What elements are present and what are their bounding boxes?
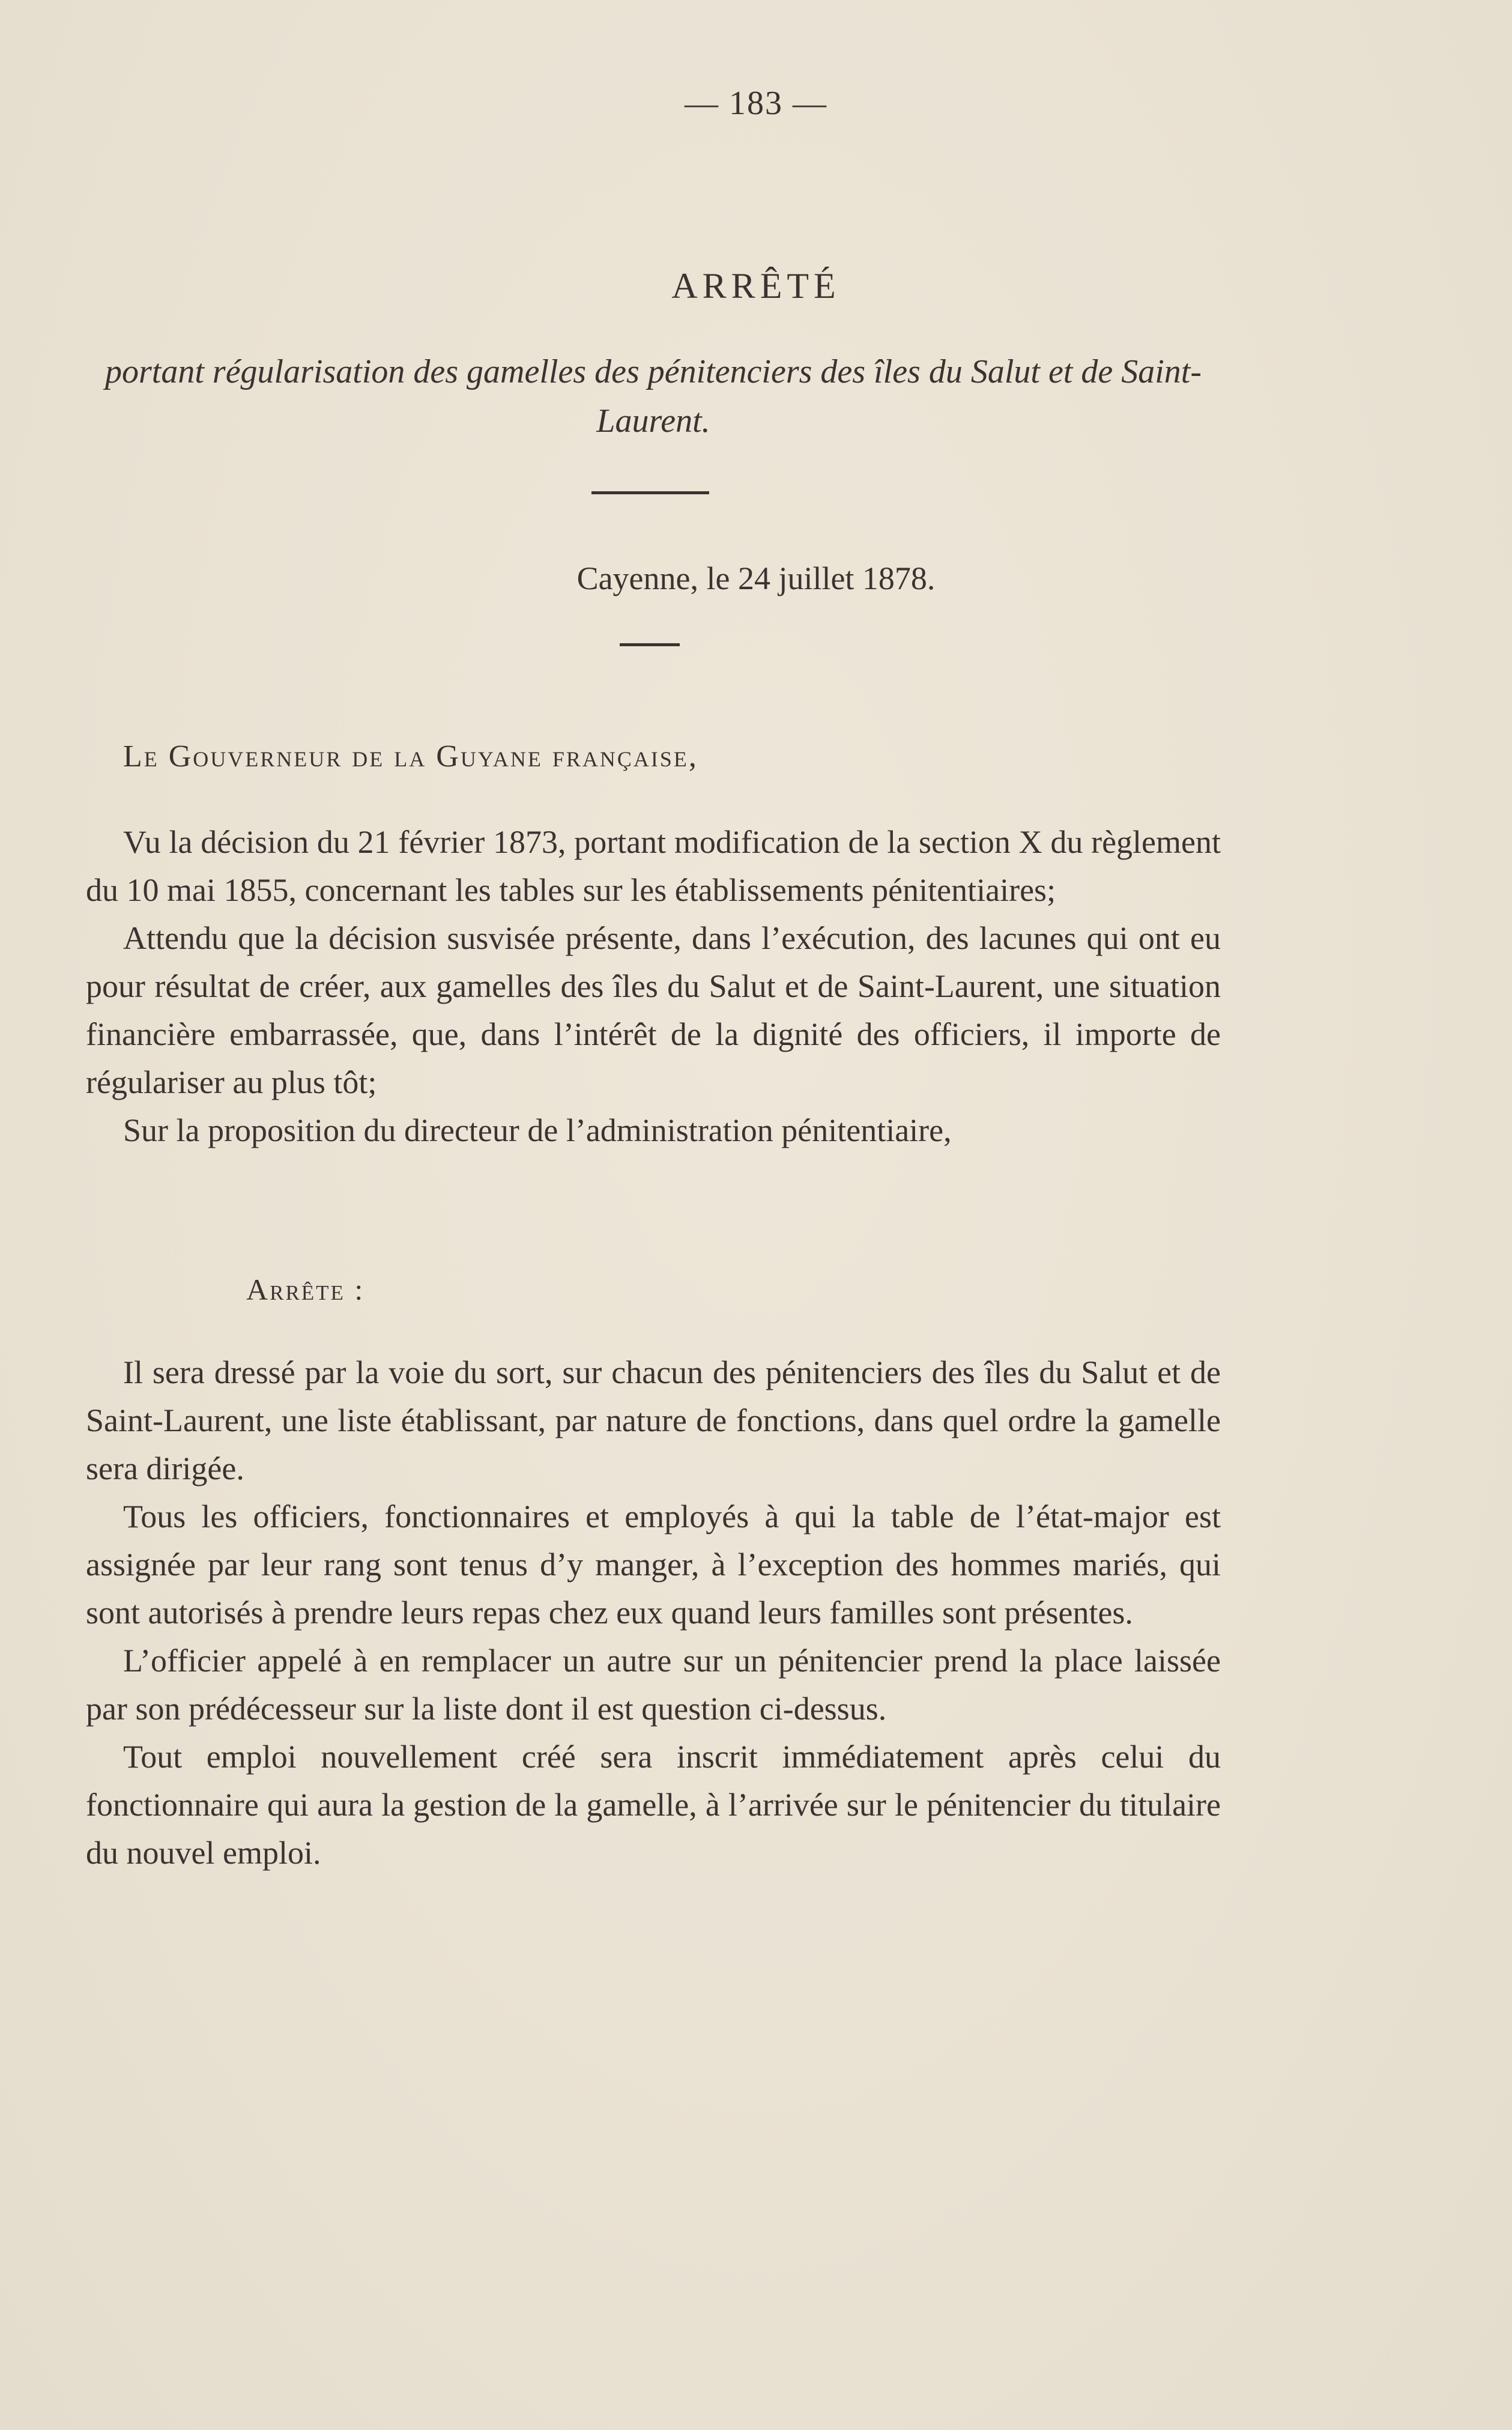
page-number: — 183 — xyxy=(685,85,827,122)
divider-rule-bottom xyxy=(620,643,680,646)
article-paragraph: L’officier appelé à en remplacer un autre sur un pénitencier prend la place laissée par son prédécesseur sur la liste dont il est question ci-dessus. xyxy=(86,1643,1221,1727)
document-title: ARRÊTÉ xyxy=(671,266,841,306)
article-paragraph: Tous les officiers, fonctionnaires et employés à qui la table de l’état-major est assignée par leur rang sont tenus d’y manger, à l’exception des hommes mariés, qui sont autorisés à prendre leurs repas chez eux quand leurs familles sont présentes. xyxy=(86,1498,1221,1631)
article-paragraph: Tout emploi nouvellement créé sera inscrit immédiatement après celui du fonctionnaire qui aura la gestion de la gamelle, à l’arrivée sur le pénitencier du titulaire du nouvel emploi. xyxy=(86,1739,1221,1871)
document-subtitle: portant régularisation des gamelles des pénitenciers des îles du Salut et de Saint-Laurent. xyxy=(105,353,1202,440)
date-line: Cayenne, le 24 juillet 1878. xyxy=(576,560,936,596)
article-paragraph: Il sera dressé par la voie du sort, sur chacun des pénitenciers des îles du Salut et de Saint-Laurent, une liste établissant, par nature de fonctions, dans quel ordre la gamelle sera dirigée. xyxy=(86,1354,1221,1486)
divider-rule-top xyxy=(591,491,709,494)
preamble-block xyxy=(86,818,1221,1154)
preamble-paragraph: Sur la proposition du directeur de l’administration pénitentiaire, xyxy=(123,1112,952,1148)
preamble-paragraph: Vu la décision du 21 février 1873, portant modification de la section X du règlement du 10 mai 1855, concernant les tables sur les établissements pénitentiaires; xyxy=(86,824,1221,908)
articles-block xyxy=(86,1348,1221,1877)
arrete-label: Arrête : xyxy=(246,1273,365,1306)
preamble-paragraph: Attendu que la décision susvisée présente, dans l’exécution, des lacunes qui ont eu pour résultat de créer, aux gamelles des îles du Salut et de Saint-Laurent, une situation financière embarrassée, que, dans l’intérêt de la dignité des officiers, il importe de régulariser au plus tôt; xyxy=(86,920,1221,1100)
issuing-authority: Le Gouverneur de la Guyane française, xyxy=(123,739,698,774)
